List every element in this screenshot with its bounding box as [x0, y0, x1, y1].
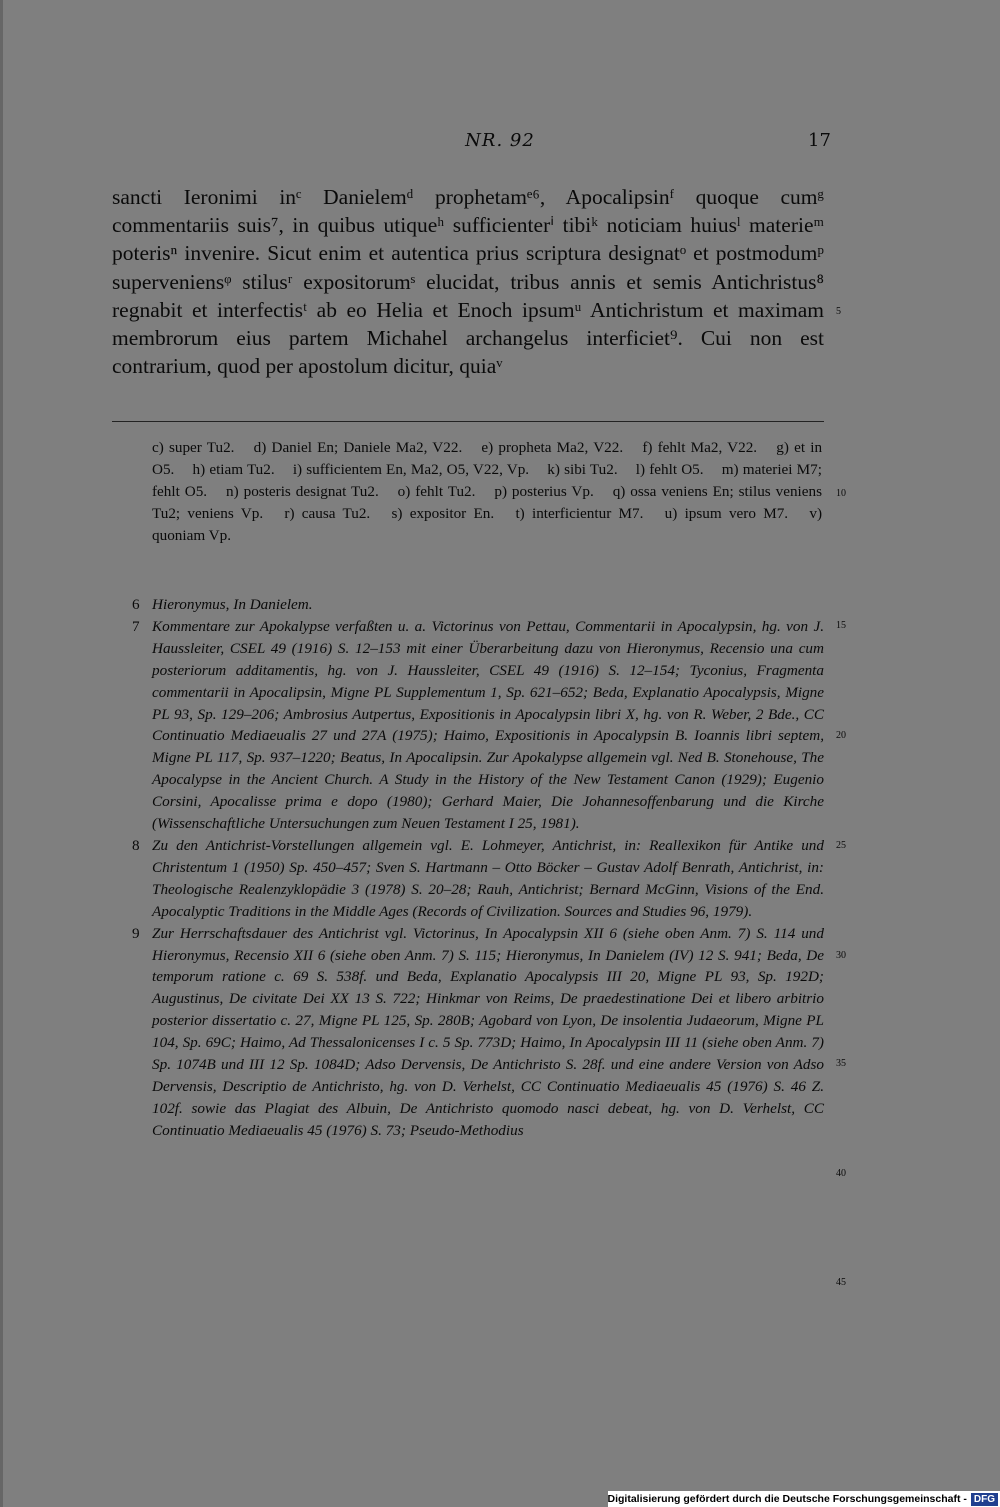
line-number: 25 — [836, 840, 846, 851]
apparatus-entry: p) posterius Vp. — [494, 482, 594, 500]
apparatus-entry: q) ossa veniens En; stilus veniens Tu2; veniens Vp. — [152, 482, 823, 522]
line-number: 35 — [836, 1058, 846, 1069]
apparatus-entry: u) ipsum vero M7. — [664, 504, 789, 522]
note-9 — [132, 923, 824, 1142]
apparatus-entry: i) sufficientem En, Ma2, O5, V22, Vp. — [292, 460, 530, 478]
apparatus-entry: o) fehlt Tu2. — [397, 482, 476, 500]
apparatus-entry: r) causa Tu2. — [284, 504, 371, 522]
line-number: 5 — [836, 306, 841, 317]
line-number: 10 — [836, 488, 846, 499]
note-8 — [132, 835, 824, 923]
line-number: 20 — [836, 730, 846, 741]
apparatus-divider — [112, 421, 824, 422]
main-text-block — [112, 183, 824, 380]
note-text: Zur Herrschaftsdauer des Antichrist vgl. Victorinus, In Apocalypsin XII 6 (siehe oben Anm. 7) S. 114 und Hieronymus, Recensio XII 6 (siehe oben Anm. 7) S. 115; Hieronymus, In Danielem (IV) 12 S. 941; Beda, De temporum ratione c. 69 S. 538f. und Beda, Explanatio Apocalypsis III 20, Migne PL 93, Sp. 192D; Augustinus, De civitate Dei XX 13 S. 722; Hinkmar von Reims, De praedestinatione Dei et libero arbitrio posterior dissertatio c. 27, Migne PL 125, Sp. 280B; Agobard von Lyon, De insolentia Judaeorum, Migne PL 104, Sp. 69C; Haimo, Ad Thessalonicenses I c. 5 Sp. 773D; Haimo, In Apocalypsin III 11 (siehe oben Anm. 7) Sp. 1074B und III 12 Sp. 1084D; Adso Dervensis, De Antichristo S. 28f. und eine andere Version von Adso Dervensis, Descriptio de Antichristo, hg. von D. Verhelst, CC Continuatio Mediaeualis 45 (1976) S. 46 Z. 102f. sowie das Plagiat des Albuin, De Antichristo quomodo nasci debeat, hg. von D. Verhelst, CC Continuatio Mediaeualis 45 (1976) S. 73; Pseudo-Methodius — [152, 924, 824, 1139]
note-number: 9 — [132, 924, 140, 942]
apparatus-entry: k) sibi Tu2. — [547, 460, 618, 478]
line-number: 15 — [836, 620, 846, 631]
apparatus-entry: d) Daniel En; Daniele Ma2, V22. — [253, 439, 463, 456]
critical-apparatus — [152, 437, 822, 547]
apparatus-entry: n) posteris designat Tu2. — [226, 482, 379, 500]
note-number: 6 — [132, 596, 140, 613]
note-text: Zu den Antichrist-Vorstellungen allgemein vgl. E. Lohmeyer, Antichrist, in: Reallexikon für Antike und Christentum 1 (1950) Sp. 450–457; Sven S. Hartmann – Otto Böcker – Gustav Adolf Benrath, Antichrist, in: Theologische Realenzyklopädie 3 (1978) S. 20–28; Rauh, Antichrist; Bernard McGinn, Visions of the End. Apocalyptic Traditions in the Middle Ages (Records of Civilization. Sources and Studies 96, 1979). — [152, 836, 824, 920]
apparatus-entry: l) fehlt O5. — [635, 460, 704, 478]
apparatus-entry: g) et in O5. — [152, 439, 823, 478]
running-head: NR. 92 — [465, 130, 535, 151]
apparatus-entry: m) materiei M7; fehlt O5. — [152, 460, 822, 500]
apparatus-entry: t) interficientur M7. — [515, 504, 644, 522]
apparatus-entry: s) expositor En. — [391, 504, 495, 522]
note-number: 7 — [132, 617, 140, 635]
commentary-notes — [132, 594, 824, 1142]
apparatus-entry: e) propheta Ma2, V22. — [481, 439, 624, 456]
line-number: 45 — [836, 1277, 846, 1288]
note-text: Kommentare zur Apokalypse verfaßten u. a. Victorinus von Pettau, Commentarii in Apocalypsin, hg. von J. Haussleiter, CSEL 49 (1916) S. 12–153 mit einer Überarbeitung dazu von Hieronymus, Recensio una cum posteriorum additamentis, hg. von J. Haussleiter, CSEL 49 (1916) S. 12–154; Tyconius, Fragmenta commentarii in Apocalipsin, Migne PL Supplementum 1, Sp. 621–652; Beda, Explanatio Apocalypsis, Migne PL 93, Sp. 129–206; Ambrosius Autpertus, Expositionis in Apocalypsin libri X, hg. von R. Weber, 2 Bde., CC Continuatio Mediaeualis 27 und 27A (1975); Haimo, Expositionis in Apocalypsin B. Ioannis libri septem, Migne PL 117, Sp. 937–1220; Beatus, In Apocalipsin. Zur Apokalypse allgemein vgl. Ned B. Stonehouse, The Apocalypse in the Ancient Church. A Study in the History of the New Testament Canon (1929); Eugenio Corsini, Apocalisse prima e dopo (1980); Gerhard Maier, Die Johannesoffenbarung und die Kirche (Wissenschaftliche Untersuchungen zum Neuen Testament I 25, 1981). — [152, 617, 824, 833]
note-7 — [132, 616, 824, 835]
note-text: Hieronymus, In Danielem. — [152, 596, 313, 613]
footer-credit: Digitalisierung gefördert durch die Deutsche Forschungsgemeinschaft - — [607, 1493, 967, 1505]
apparatus-entry: h) etiam Tu2. — [192, 460, 275, 478]
apparatus-entry: f) fehlt Ma2, V22. — [642, 439, 758, 456]
apparatus-entry: v) quoniam Vp. — [152, 504, 823, 544]
note-6 — [132, 594, 824, 616]
dfg-logo: DFG — [971, 1493, 998, 1506]
line-number: 40 — [836, 1168, 846, 1179]
note-number: 8 — [132, 836, 140, 854]
line-number: 30 — [836, 950, 846, 961]
page-number: 17 — [808, 130, 831, 151]
digitization-footer — [608, 1491, 1000, 1507]
main-paragraph: sancti Ieronimi inᶜ Danielemᵈ prophetamᵉ⁶, Apocalipsinᶠ quoque cumᵍ commentariis suis⁷, in quibus utiqueʰ sufficienterⁱ tibiᵏ noticiam huiusˡ materieᵐ poterisⁿ invenire. Sicut enim et autentica prius scriptura designatᵒ et postmodumᵖ superveniensᵠ stilusʳ expositorumˢ elucidat, tribus annis et semis Antichristus⁸ regnabit et interfectisᵗ ab eo Helia et Enoch ipsumᵘ Antichristum et maximam membrorum eius partem Michahel archangelus interficiet⁹. Cui non est contrarium, quod per apostolum dicitur, quiaᵛ — [112, 185, 824, 379]
page-edge — [0, 0, 3, 1507]
apparatus-entry: c) super Tu2. — [152, 439, 235, 456]
